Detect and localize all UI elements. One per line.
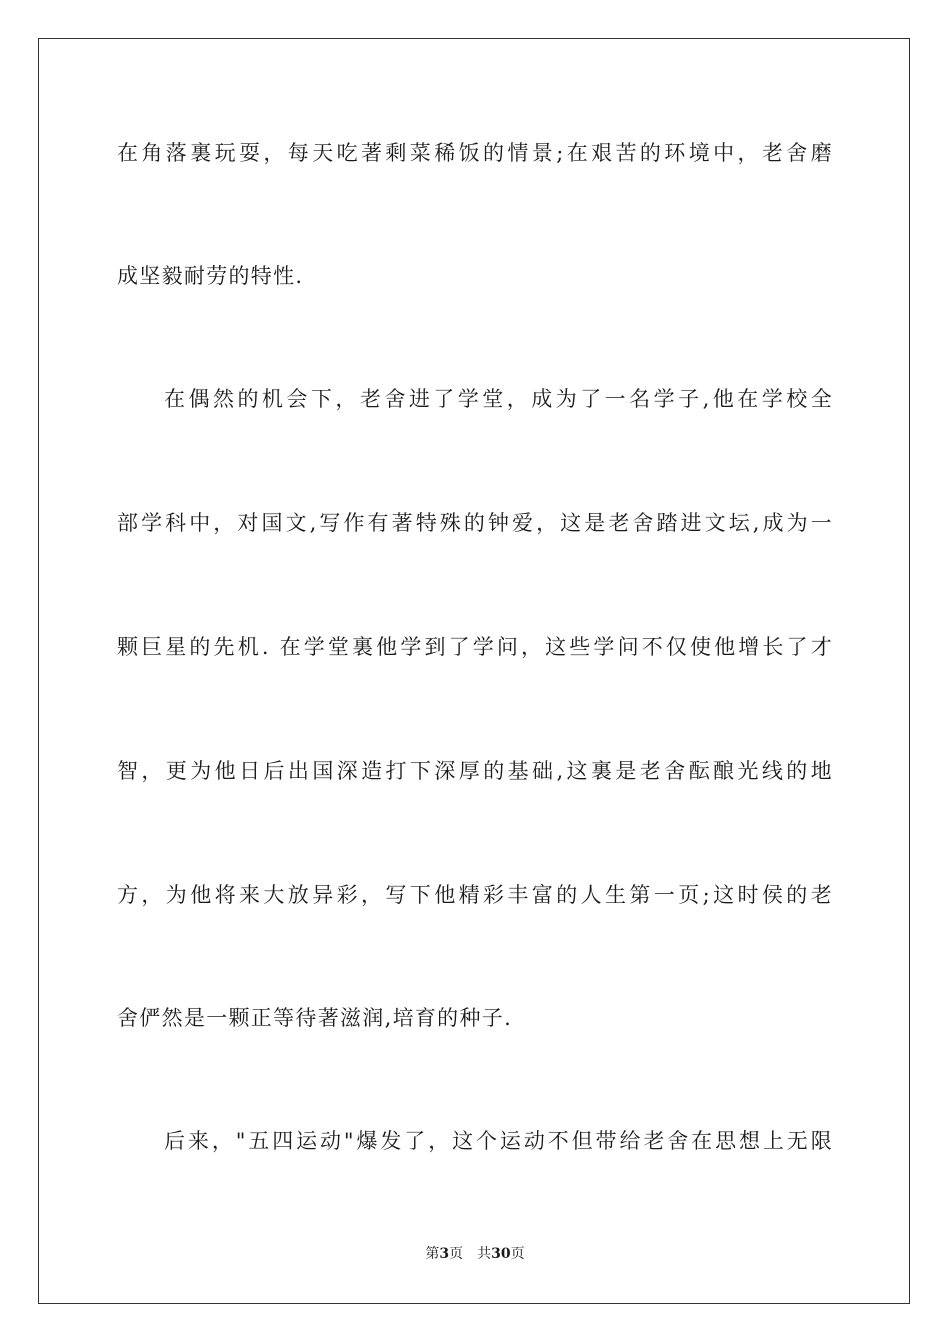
page-border	[38, 38, 910, 1304]
paragraph-line: 在偶然的机会下，老舍进了学堂，成为了一名学子,他在学校全	[164, 387, 833, 411]
paragraph-line: 成坚毅耐劳的特性.	[117, 264, 304, 288]
paragraph-line: 后来，"五四运动"爆发了，这个运动不但带给老舍在思想上无限	[164, 1129, 833, 1153]
total-prefix: 共	[477, 1246, 492, 1262]
page-number: 3	[439, 1246, 450, 1262]
paragraph-line: 颗巨星的先机. 在学堂裏他学到了学问，这些学问不仅使他增长了才	[117, 635, 833, 659]
page-suffix: 页	[449, 1246, 464, 1262]
total-pages: 30	[491, 1246, 511, 1262]
page-prefix: 第	[425, 1246, 440, 1262]
paragraph-line: 智，更为他日后出国深造打下深厚的基础,这裏是老舍酝酿光线的地	[117, 759, 833, 783]
paragraph-line: 舍俨然是一颗正等待著滋润,培育的种子.	[117, 1006, 513, 1030]
paragraph-line: 部学科中，对国文,写作有著特殊的钟爱，这是老舍踏进文坛,成为一	[117, 511, 833, 535]
paragraph-line: 在角落裏玩耍，每天吃著剩菜稀饭的情景;在艰苦的环境中，老舍磨	[117, 141, 833, 165]
paragraph-line: 方，为他将来大放异彩，写下他精彩丰富的人生第一页;这时侯的老	[117, 883, 833, 907]
total-suffix: 页	[510, 1246, 525, 1262]
page-footer	[0, 1244, 950, 1264]
